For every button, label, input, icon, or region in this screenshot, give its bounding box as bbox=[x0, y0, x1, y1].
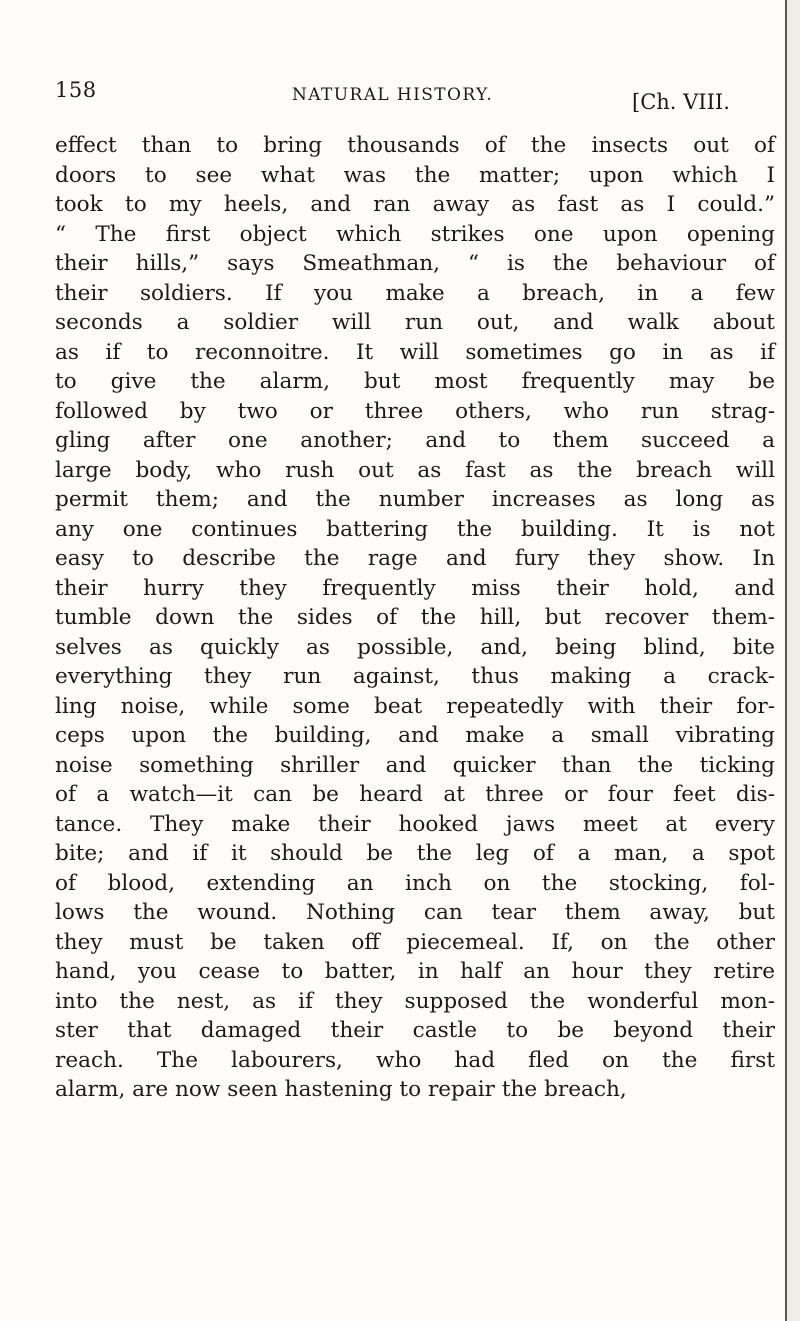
text-line: as if to reconnoitre. It will sometimes go in as if bbox=[55, 339, 775, 365]
page-number: 158 bbox=[55, 78, 97, 102]
text-line: doors to see what was the matter; upon which I bbox=[55, 162, 775, 188]
text-line: reach. The labourers, who had fled on the first bbox=[55, 1047, 775, 1073]
text-line: hand, you cease to batter, in half an hour they retire bbox=[55, 959, 775, 984]
text-line: gling after one another; and to them succeed a bbox=[55, 428, 775, 453]
text-line: large body, who rush out as fast as the breach will bbox=[55, 457, 775, 483]
text-line: of a watch—it can be heard at three or four feet dis- bbox=[55, 782, 775, 807]
text-line: permit them; and the number increases as long as bbox=[55, 487, 775, 512]
text-line: they must be taken off piecemeal. If, on the other bbox=[55, 929, 775, 955]
text-line: tance. They make their hooked jaws meet at every bbox=[55, 811, 775, 837]
text-line: any one continues battering the building. It is not bbox=[55, 516, 775, 542]
text-line: “ The first object which strikes one upon opening bbox=[55, 221, 775, 247]
text-line: followed by two or three others, who run strag- bbox=[55, 398, 775, 424]
text-line: alarm, are now seen hastening to repair the breach, bbox=[55, 1077, 627, 1102]
page-header bbox=[0, 78, 800, 118]
text-line: their soldiers. If you make a breach, in a few bbox=[55, 280, 775, 306]
text-line: tumble down the sides of the hill, but recover them- bbox=[55, 605, 775, 630]
text-line: into the nest, as if they supposed the wonderful mon- bbox=[55, 988, 775, 1014]
text-line: seconds a soldier will run out, and walk about bbox=[55, 310, 775, 335]
chapter-label: [Ch. VIII. bbox=[632, 90, 730, 114]
text-line: their hurry they frequently miss their hold, and bbox=[55, 575, 775, 601]
body-text bbox=[55, 131, 775, 1105]
text-line: ling noise, while some beat repeatedly with their for- bbox=[55, 693, 775, 719]
text-line: bite; and if it should be the leg of a man, a spot bbox=[55, 841, 775, 866]
page-edge-strip bbox=[787, 0, 800, 1321]
text-line: to give the alarm, but most frequently may be bbox=[55, 369, 775, 394]
text-line: everything they run against, thus making a crack- bbox=[55, 664, 775, 689]
text-line: noise something shriller and quicker than the ticking bbox=[55, 752, 775, 778]
text-line: of blood, extending an inch on the stocking, fol- bbox=[55, 870, 775, 896]
text-line: selves as quickly as possible, and, being blind, bite bbox=[55, 634, 775, 660]
text-line: effect than to bring thousands of the insects out of bbox=[55, 133, 775, 158]
text-line: easy to describe the rage and fury they show. In bbox=[55, 546, 775, 571]
text-line: ceps upon the building, and make a small vibrating bbox=[55, 723, 775, 748]
text-line: took to my heels, and ran away as fast as I could.” bbox=[55, 192, 775, 217]
text-line: ster that damaged their castle to be beyond their bbox=[55, 1018, 775, 1043]
text-line: their hills,” says Smeathman, “ is the behaviour of bbox=[55, 251, 775, 276]
running-title: NATURAL HISTORY. bbox=[292, 85, 494, 105]
text-line: lows the wound. Nothing can tear them away, but bbox=[55, 900, 775, 925]
